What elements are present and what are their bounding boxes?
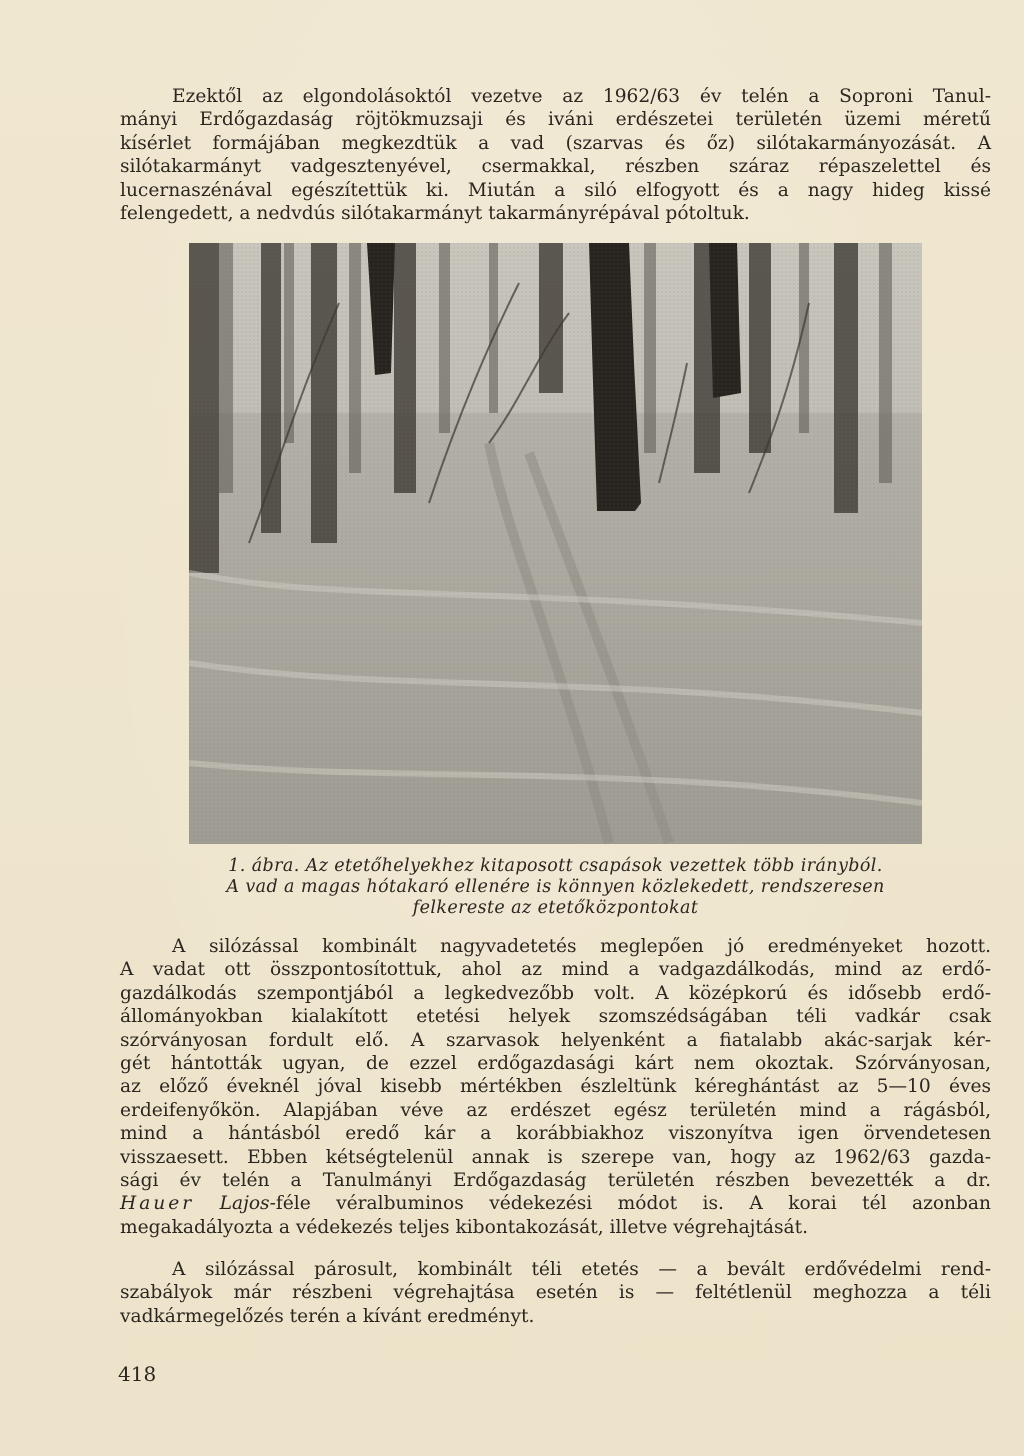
author-firstname: Lajos	[219, 1193, 270, 1215]
text-line: sági év telén a Tanulmányi Erdőgazdaság területén részben bevezették a dr.	[120, 1170, 991, 1192]
paragraph-results	[120, 935, 991, 1239]
text-line: A vadat ott összpontosítottuk, ahol az mind a vadgazdálkodás, mind az erdő-	[120, 959, 991, 981]
text-line	[120, 1192, 991, 1215]
text-line: A silózással kombinált nagyvadetetés meglepően jó eredményeket hozott.	[172, 936, 991, 957]
paragraph-intro	[120, 85, 991, 225]
text-line: Ezektől az elgondolásoktól vezetve az 1962/63 év telén a Soproni Tanul-	[172, 86, 991, 107]
figure-caption	[120, 856, 991, 919]
text-line: állományokban kialakított etetési helyek szomszédságában téli vadkár csak	[120, 1006, 991, 1028]
text-line: vadkármegelőzés terén a kívánt eredményt.	[120, 1305, 535, 1327]
text-line: kísérlet formájában megkezdtük a vad (szarvas és őz) silótakarmányozását. A	[120, 132, 991, 154]
text-fragment: -féle véralbuminos védekezési módot is. A korai tél azonban	[269, 1193, 991, 1215]
text-line: visszaesett. Ebben kétségtelenül annak is szerepe van, hogy az 1962/63 gazda-	[120, 1146, 991, 1168]
text-line: megakadályozta a védekezés teljes kibontakozását, illetve végrehajtását.	[120, 1216, 808, 1238]
text-line: szabályok már részbeni végrehajtása esetén is — feltétlenül meghozza a téli	[120, 1282, 991, 1304]
text-line: szórványosan fordult elő. A szarvasok helyenként a fiatalabb akác-sarjak kér-	[120, 1029, 991, 1051]
text-line: mányi Erdőgazdaság röjtökmuzsaji és iváni erdészetei területén üzemi méretű	[120, 109, 991, 131]
text-line: erdeifenyőkön. Alapjában véve az erdészet egész területén mind a rágásból,	[120, 1099, 991, 1121]
text-line: az előző éveknél jóval kisebb mértékben észleltünk kéreghántást az 5—10 éves	[120, 1076, 991, 1098]
text-line: gét hántották ugyan, de ezzel erdőgazdasági kárt nem okoztak. Szórványosan,	[120, 1053, 991, 1075]
text-line: mind a hántásból eredő kár a korábbiakhoz viszonyítva igen örvendetesen	[120, 1123, 991, 1145]
figure-photo-snowy-forest	[189, 243, 922, 844]
page-number: 418	[118, 1362, 157, 1386]
text-line: felengedett, a nedvdús silótakarmányt takarmányrépával pótoltuk.	[120, 203, 750, 225]
text-line: silótakarmányt vadgesztenyével, csermakkal, részben száraz répaszelettel és	[120, 156, 991, 178]
text-line: A silózással párosult, kombinált téli etetés — a bevált erdővédelmi rend-	[172, 1259, 991, 1280]
caption-line: 1. ábra. Az etetőhelyekhez kitaposott csapások vezettek több irányból.	[228, 856, 883, 876]
caption-line: felkereste az etetőközpontokat	[412, 898, 699, 918]
text-line: lucernaszénával egészítettük ki. Miután a siló elfogyott és a nagy hideg kissé	[120, 179, 991, 201]
author-name: Hauer	[120, 1193, 195, 1215]
text-line: gazdálkodás szempontjából a legkedvezőbb volt. A középkorú és idősebb erdő-	[120, 982, 991, 1004]
caption-line: A vad a magas hótakaró ellenére is könnyen közlekedett, rendszeresen	[226, 877, 885, 897]
paragraph-conclusion	[120, 1258, 991, 1328]
